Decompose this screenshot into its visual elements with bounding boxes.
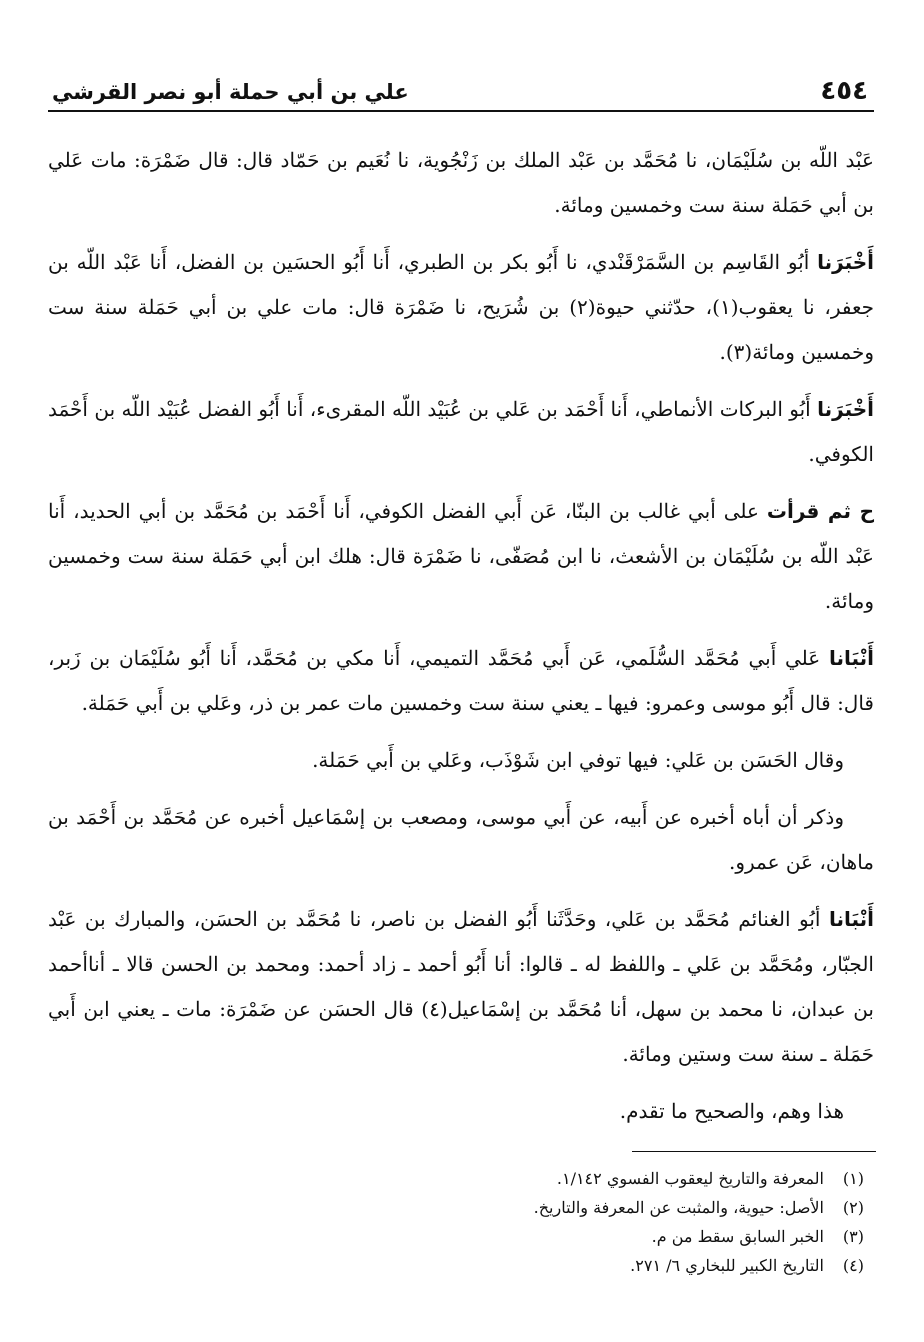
paragraph xyxy=(48,387,874,477)
paragraph xyxy=(48,795,874,885)
paragraph xyxy=(48,636,874,726)
footnote-text: المعرفة والتاريخ ليعقوب الفسوي ١/١٤٢. xyxy=(556,1169,824,1188)
footnote-number: (٣) xyxy=(842,1227,864,1246)
paragraph-text: هذا وهم، والصحيح ما تقدم. xyxy=(619,1099,844,1123)
footnote xyxy=(144,1251,864,1280)
paragraph-lead: ح ثم قرأت xyxy=(766,499,874,523)
paragraph-text: على أبي غالب بن البنّا، عَن أَبي الفضل الكوفي، أَنا أَحْمَد بن مُحَمَّد بن أبي الحديد، أَنا عَبْد اللّه بن سُلَيْمَان بن الأشعث، نا ابن مُصَفّى، نا ضَمْرَة قال: هلك ابن أبي حَمَلة سنة ست وخمسين ومائة. xyxy=(48,499,874,613)
footnote-text: التاريخ الكبير للبخاري ٦/ ٢٧١. xyxy=(630,1256,824,1275)
footnote-text: الخبر السابق سقط من م. xyxy=(651,1227,824,1246)
paragraph-text: عَبْد اللّه بن سُلَيْمَان، نا مُحَمَّد بن عَبْد الملك بن زَنْجُوية، نا نُعَيم بن حَمّاد قال: قال ضَمْرَة: مات عَلي بن أبي حَمَلة سنة ست وخمسين ومائة. xyxy=(48,148,874,217)
paragraph xyxy=(48,1089,874,1134)
paragraph xyxy=(48,240,874,375)
paragraph-text: أَبُو البركات الأنماطي، أَنا أَحْمَد بن عَلي بن عُبَيْد اللّه المقرىء، أَنا أَبُو الفضل عُبَيْد اللّه بن أَحْمَد الكوفي. xyxy=(48,397,874,466)
footnote-number: (٢) xyxy=(842,1198,864,1217)
footnote-text: الأصل: حيوية، والمثبت عن المعرفة والتاريخ. xyxy=(533,1198,824,1217)
footnote xyxy=(144,1164,864,1193)
footnote xyxy=(144,1193,864,1222)
footnote xyxy=(144,1222,864,1251)
paragraph xyxy=(48,138,874,228)
paragraph-lead: أَخْبَرَنا xyxy=(817,250,875,274)
paragraph-text: أبُو الغنائم مُحَمَّد بن عَلي، وحَدَّثَنا أَبُو الفضل بن ناصر، نا مُحَمَّد بن الحسَن، والمبارك بن عَبْد الجبّار، ومُحَمَّد بن عَلي ـ واللفظ له ـ قالوا: أنا أَبُو أحمد ـ زاد أحمد: ومحمد بن الحسن قالا ـ أناأحمد بن عبدان، نا محمد بن سهل، أنا مُحَمَّد بن إسْمَاعيل(٤) قال الحسَن عن ضَمْرَة: مات ـ يعني ابن أَبي حَمَلة ـ سنة ست وستين ومائة. xyxy=(48,907,874,1066)
footnote-number: (٤) xyxy=(842,1256,864,1275)
body-text xyxy=(48,138,874,1146)
paragraph-text: وقال الحَسَن بن عَلي: فيها توفي ابن شَوْذَب، وعَلي بن أَبي حَمَلة. xyxy=(312,748,844,772)
paragraph-text: أبُو القَاسِم بن السَّمَرْقَنْدي، نا أَبُو بكر بن الطبري، أَنا أَبُو الحسَين بن الفضل، أَنا عَبْد اللّه بن جعفر، نا يعقوب(١)، حدّثني حيوة(٢) بن شُرَيح، نا ضَمْرَة قال: مات علي بن أبي حَمَلة سنة ست وخمسين ومائة(٣). xyxy=(48,250,875,364)
paragraph xyxy=(48,489,874,624)
paragraph xyxy=(48,738,874,783)
paragraph-lead: أَخْبَرَنا xyxy=(817,397,875,421)
page-number: ٤٥٤ xyxy=(820,76,868,106)
footnote-separator xyxy=(632,1151,876,1152)
paragraph-lead: أَنْبَانا xyxy=(828,907,874,931)
paragraph-text: وذكر أن أباه أخبره عن أَبيه، عن أَبي موسى، ومصعب بن إسْمَاعيل أخبره عن مُحَمَّد بن أَحْمَد بن ماهان، عَن عمرو. xyxy=(48,805,874,874)
paragraph-lead: أَنْبَانا xyxy=(828,646,875,670)
paragraph-text: عَلي أَبي مُحَمَّد السُّلَمي، عَن أَبي مُحَمَّد التميمي، أَنا مكي بن مُحَمَّد، أَنا أَبُو سُلَيْمَان بن زَبر، قال: قال أَبُو موسى وعمرو: فيها ـ يعني سنة ست وخمسين مات عمر بن ذر، وعَلي بن أَبي حَمَلة. xyxy=(48,646,874,715)
page-header xyxy=(48,70,874,112)
running-title: علي بن أبي حملة أبو نصر القرشي xyxy=(52,80,409,104)
paragraph xyxy=(48,897,874,1077)
footnotes xyxy=(144,1164,864,1280)
footnote-number: (١) xyxy=(842,1169,864,1188)
